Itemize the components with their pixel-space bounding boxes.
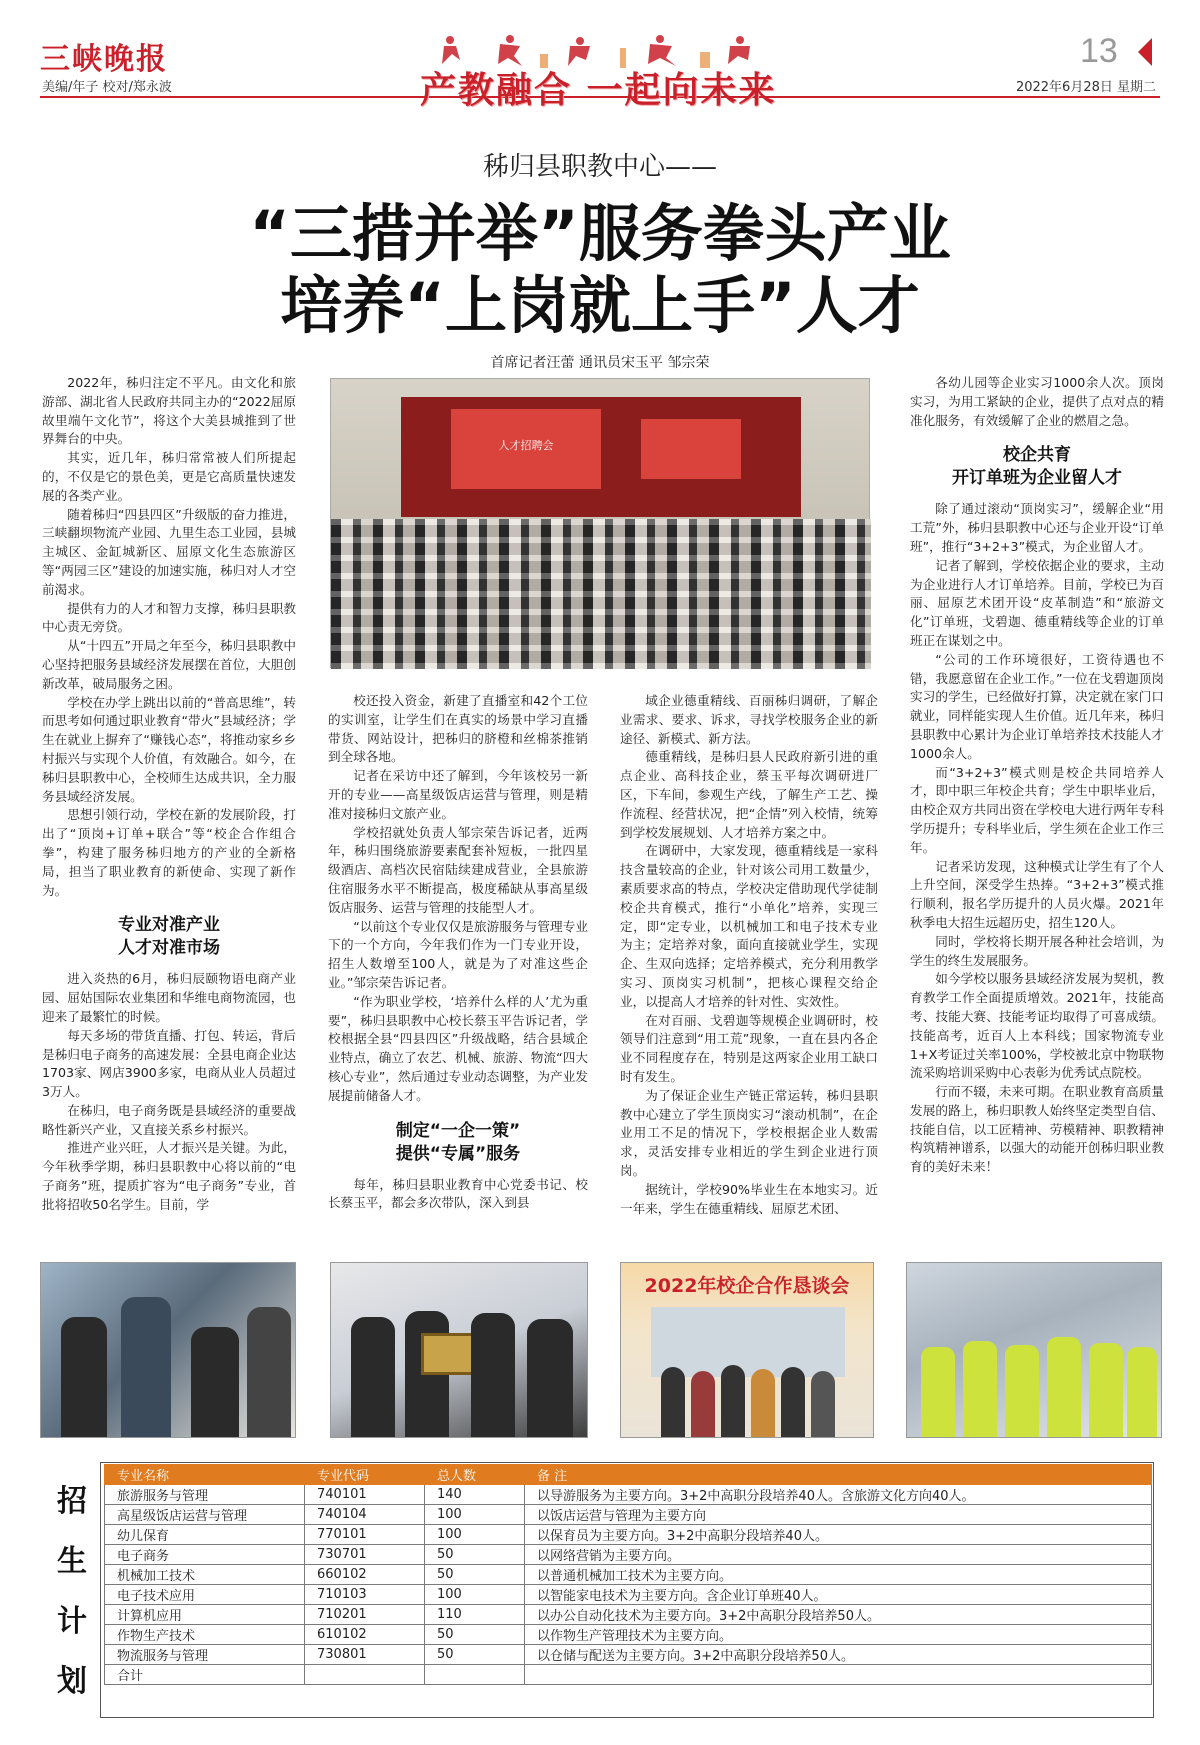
column-header: 备 注 xyxy=(525,1465,1152,1485)
plan-label-char: 计 xyxy=(57,1604,87,1639)
page-tab-icon xyxy=(1138,38,1152,66)
table-cell: 770101 xyxy=(305,1525,425,1545)
plan-table-body xyxy=(105,1485,1152,1685)
paragraph: 在对百丽、戈碧迦等规模企业调研时，校领导们注意到“用工荒”现象，一直在县内各企业不同程度存在，特别是这两家企业用工缺口时有发生。 xyxy=(620,1012,878,1084)
table-cell: 计算机应用 xyxy=(105,1605,305,1625)
table-cell: 作物生产技术 xyxy=(105,1625,305,1645)
table-cell: 以导游服务为主要方向。3+2中高职分段培养40人。含旅游文化方向40人。 xyxy=(525,1485,1152,1505)
table-cell: 合计 xyxy=(105,1665,305,1685)
table-row xyxy=(105,1505,1152,1525)
column-2-body xyxy=(328,692,588,1106)
paragraph: 校还投入资金，新建了直播室和42个工位的实训室，让学生们在真实的场景中学习直播带货、网站设计，把秭归的脐橙和丝棉茶推销到全球各地。 xyxy=(328,693,588,765)
paragraph: 进入炎热的6月，秭归辰颐物语电商产业园、屈姑国际农业集团和华维电商物流园，也迎来了最繁忙的时候。 xyxy=(42,971,296,1024)
paragraph: 在秭归，电子商务既是县域经济的重要战略性新兴产业，又直接关系乡村振兴。 xyxy=(42,1102,296,1137)
article-kicker: 秭归县职教中心—— xyxy=(482,152,717,182)
table-cell: 以保育员为主要方向。3+2中高职分段培养40人。 xyxy=(525,1525,1152,1545)
table-cell: 50 xyxy=(425,1545,525,1565)
meeting-banner-text: 2022年校企合作恳谈会 xyxy=(644,1275,850,1297)
byline: 首席记者汪蕾 通讯员宋玉平 邹宗荣 xyxy=(490,355,710,371)
issue-date: 2022年6月28日 星期二 xyxy=(1015,80,1156,95)
enrollment-plan-label xyxy=(40,1464,104,1720)
table-cell: 740104 xyxy=(305,1505,425,1525)
table-cell: 730701 xyxy=(305,1545,425,1565)
column-4-continued xyxy=(910,500,1164,1177)
paragraph: 推进产业兴旺，人才振兴是关键。为此，今年秋季学期，秭归县职教中心将以前的“电子商务”班，提质扩容为“电子商务”专业，首批将招收50名学生。目前，学 xyxy=(42,1140,296,1212)
article-column-4 xyxy=(910,374,1164,1202)
table-cell: 610102 xyxy=(305,1625,425,1645)
table-row xyxy=(105,1545,1152,1565)
column-4-body xyxy=(910,374,1164,430)
newspaper-logo: 三峡晚报 xyxy=(40,42,168,77)
paragraph: 各幼儿园等企业实习1000余人次。顶岗实习，为用工紧缺的企业，提供了点对点的精准化服务，有效缓解了企业的燃眉之急。 xyxy=(910,375,1164,428)
table-row xyxy=(105,1585,1152,1605)
column-3-body xyxy=(620,692,878,1218)
plaque-presentation-photo xyxy=(330,1262,588,1438)
paragraph: 学校在办学上跳出以前的“普高思维”，转而思考如何通过职业教育“带火”县域经济；学生在就业上摒弃了“赚钱心态”，将推动家乡乡村振兴与实现个人价值，有效融合。如今，在秭归县职教中心，全校师生达成共识，全力服务县域经济发展。 xyxy=(42,694,296,804)
table-cell: 幼儿保育 xyxy=(105,1525,305,1545)
paragraph: 据统计，学校90%毕业生在本地实习。近一年来，学生在德重精线、屈原艺术团、 xyxy=(620,1181,878,1216)
table-cell xyxy=(425,1665,525,1685)
table-row xyxy=(105,1565,1152,1585)
table-cell: 以饭店运营与管理为主要方向 xyxy=(525,1505,1152,1525)
paragraph: 其实，近几年，秭归常常被人们所提起的，不仅是它的景色美，更是它高质量快速发展的各类产业。 xyxy=(42,450,296,503)
table-row xyxy=(105,1605,1152,1625)
table-cell: 以仓储与配送为主要方向。3+2中高职分段培养50人。 xyxy=(525,1645,1152,1665)
table-cell: 电子技术应用 xyxy=(105,1585,305,1605)
subheading-industry: 专业对准产业 人才对准市场 xyxy=(118,915,220,959)
school-enterprise-meeting-photo xyxy=(620,1262,874,1438)
table-cell: 电子商务 xyxy=(105,1545,305,1565)
paragraph: 提供有力的人才和智力支撑，秭归县职教中心责无旁贷。 xyxy=(42,600,296,635)
paragraph: 而“3+2+3”模式则是校企共同培养人才，即中职三年校企共育；学生中职毕业后，由校企双方共同出资在学校电大进行两年专科学历提升；专科毕业后，学生须在企业工作三年。 xyxy=(910,764,1164,855)
paragraph: 2022年，秭归注定不平凡。由文化和旅游部、湖北省人民政府共同主办的“2022屈原故里端午文化节”，将这个大美县城推到了世界舞台的中央。 xyxy=(42,375,296,447)
column-1-continued xyxy=(42,970,296,1214)
headline-line-1: “三措并举”服务拳头产业 xyxy=(249,197,951,270)
paragraph: 随着秭归“四县四区”升级版的奋力推进，三峡翻坝物流产业园、九里生态工业园，县城主城区、金缸城新区、屈原文化生态旅游区等“两园三区”建设的加速实施，秭归对人才空前渴求。 xyxy=(42,506,296,597)
paragraph: “以前这个专业仅仅是旅游服务与管理专业下的一个方向，今年我们作为一门专业开设，招生人数增至100人，就是为了对准这些企业。”邹宗荣告诉记者。 xyxy=(328,918,588,990)
workers-safety-vest-photo xyxy=(906,1262,1162,1438)
paragraph: 记者了解到，学校依据企业的要求，主动为企业进行人才订单培养。目前，学校已为百丽、屈原艺术团开设“皮革制造”和“旅游文化”订单班，戈碧迦、德重精线等企业的订单班正在谋划之中。 xyxy=(910,557,1164,648)
table-row xyxy=(105,1625,1152,1645)
subheading-order-class: 校企共育 开订单班为企业留人才 xyxy=(952,445,1122,489)
article-column-3 xyxy=(620,692,878,1216)
table-cell xyxy=(525,1665,1152,1685)
table-cell: 以网络营销为主要方向。 xyxy=(525,1545,1152,1565)
paragraph: 德重精线，是秭归县人民政府新引进的重点企业、高科技企业，蔡玉平每次调研进厂区，下车间，参观生产线，了解生产工艺、操作流程、经营状况，把“企情”列入校情，统筹到学校发展规划、人才培养方案之中。 xyxy=(620,749,878,840)
table-cell: 旅游服务与管理 xyxy=(105,1485,305,1505)
plan-label-char: 招 xyxy=(57,1484,87,1519)
table-cell: 以办公自动化技术为主要方向。3+2中高职分段培养50人。 xyxy=(525,1605,1152,1625)
table-row xyxy=(105,1665,1152,1685)
column-1-body xyxy=(42,374,296,900)
headline-line-2: 培养“上岗就上手”人才 xyxy=(280,269,920,342)
article-column-1 xyxy=(42,374,296,1212)
table-row xyxy=(105,1485,1152,1505)
table-cell: 物流服务与管理 xyxy=(105,1645,305,1665)
paragraph: 除了通过滚动“顶岗实习”，缓解企业“用工荒”外，秭归县职教中心还与企业开设“订单班”，推行“3+2+3”模式，为企业留人才。 xyxy=(910,501,1164,554)
paragraph: 每年，秭归县职业教育中心党委书记、校长蔡玉平，都会多次带队，深入到县 xyxy=(328,1176,588,1211)
plan-label-char: 生 xyxy=(57,1544,87,1579)
subheading-policy: 制定“一企一策” 提供“专属”服务 xyxy=(395,1120,521,1164)
paragraph: 行而不辍，未来可期。在职业教育高质量发展的路上，秭归职教人始终坚定类型自信、技能自信，以工匠精神、劳模精神、职教精神构筑精神谱系，以强大的动能开创秭归职业教育的美好未来！ xyxy=(910,1084,1164,1175)
paragraph: 学校招就处负责人邹宗荣告诉记者，近两年，秭归围绕旅游要素配套补短板，一批四星级酒店、高档次民宿陆续建成营业，全县旅游住宿服务水平不断提高，极度稀缺从事高星级饭店服务、运营与管理的技能型人才。 xyxy=(328,824,588,915)
table-cell: 100 xyxy=(425,1525,525,1545)
column-2-continued xyxy=(328,1176,588,1214)
table-cell: 730801 xyxy=(305,1645,425,1665)
table-cell: 140 xyxy=(425,1485,525,1505)
page-number: 13 xyxy=(1080,32,1118,70)
table-cell: 以作物生产管理技术为主要方向。 xyxy=(525,1625,1152,1645)
job-fair-hall-photo xyxy=(330,378,870,668)
paragraph: 同时，学校将长期开展各种社会培训，为学生的终生发展服务。 xyxy=(910,933,1164,968)
table-header-row xyxy=(105,1465,1152,1485)
table-cell: 机械加工技术 xyxy=(105,1565,305,1585)
paragraph: 记者采访发现，这种模式让学生有了个人上升空间，深受学生热捧。“3+2+3”模式推行顺利，报名学历提升的人员火爆。2021年秋季电大招生远超历史，招生120人。 xyxy=(910,858,1164,930)
table-cell: 50 xyxy=(425,1625,525,1645)
table-cell: 以智能家电技术为主要方向。含企业订单班40人。 xyxy=(525,1585,1152,1605)
column-header: 专业名称 xyxy=(105,1465,305,1485)
table-cell: 50 xyxy=(425,1565,525,1585)
table-cell: 710201 xyxy=(305,1605,425,1625)
paragraph: 从“十四五”开局之年至今，秭归县职教中心坚持把服务县域经济发展摆在首位，大胆创新改革，破局服务之困。 xyxy=(42,638,296,691)
column-header: 总人数 xyxy=(425,1465,525,1485)
table-cell: 110 xyxy=(425,1605,525,1625)
paragraph: 域企业德重精线、百丽秭归调研，了解企业需求、要求、诉求，寻找学校服务企业的新途径、新模式、新方法。 xyxy=(620,693,878,746)
table-cell: 50 xyxy=(425,1645,525,1665)
table-cell: 高星级饭店运营与管理 xyxy=(105,1505,305,1525)
paragraph: 在调研中，大家发现，德重精线是一家科技含量较高的企业，针对该公司用工数量少，素质要求高的特点，学校决定借助现代学徒制校企共育模式，推行“小单化”培养，实现三定，即“定专业，以机械加工和电子技术专业为主；定培养对象，面向直接就业学生，实现企、生双向选择；定培养模式，充分利用教学实习、顶岗实习机制”，把核心课程交给企业，以提高人才培养的针对性、实效性。 xyxy=(620,843,878,1009)
section-banner: 产教融合 一起向未来 xyxy=(420,69,777,111)
paragraph: “作为职业学校，‘培养什么样的人’尤为重要”，秭归县职教中心校长蔡玉平告诉记者，学校根据全县“四县四区”升级战略，结合县域企业特点，确立了农艺、机械、旅游、物流“四大核心专业”，然后通过专业动态调整，为产业发展提前储备人才。 xyxy=(328,993,588,1103)
students-workshop-photo xyxy=(40,1262,296,1438)
table-row xyxy=(105,1645,1152,1665)
photo-screen-text: 人才招聘会 xyxy=(498,439,554,452)
table-cell: 100 xyxy=(425,1505,525,1525)
plan-label-char: 划 xyxy=(57,1664,87,1699)
paragraph: 记者在采访中还了解到，今年该校另一新开的专业——高星级饭店运营与管理，则是精准对接秭归文旅产业。 xyxy=(328,768,588,821)
table-row xyxy=(105,1525,1152,1545)
paragraph: 为了保证企业生产链正常运转，秭归县职教中心建立了学生顶岗实习“滚动机制”，在企业用工不足的情况下，学校根据企业人数需求，灵活安排专业相近的学生到企业进行顶岗。 xyxy=(620,1087,878,1178)
table-cell: 以普通机械加工技术为主要方向。 xyxy=(525,1565,1152,1585)
table-cell: 660102 xyxy=(305,1565,425,1585)
table-cell xyxy=(305,1665,425,1685)
paragraph: 如今学校以服务县域经济发展为契机，教育教学工作全面提质增效。2021年，技能高考、技能大赛、技能考证均取得了可喜成绩。技能高考，近百人上本科线；国家物流专业1+X考证过关率100%，学校被北京中物联物流采购培训采购中心表彰为优秀试点院校。 xyxy=(910,971,1164,1081)
paragraph: 每天多场的带货直播、打包、转运，背后是秭归电子商务的高速发展：全县电商企业达1703家、网店3900多家，电商从业人员超过3万人。 xyxy=(42,1027,296,1100)
table-cell: 740101 xyxy=(305,1485,425,1505)
table-cell: 710103 xyxy=(305,1585,425,1605)
article-column-2 xyxy=(328,692,588,1211)
paragraph: “公司的工作环境很好，工资待遇也不错，我愿意留在企业工作。”一位在戈碧迦顶岗实习的学生，已经做好打算，决定就在家门口就业，同样能实现人生价值。近几年来，秭归县职教中心累计为企业订单培养技术技能人才1000余人。 xyxy=(910,651,1164,761)
paragraph: 思想引领行动，学校在新的发展阶段，打出了“顶岗+订单+联合”等“校企合作组合拳”，构建了服务秭归地方的产业的全新格局，担当了职业教育的新使命、实现了新作为。 xyxy=(42,807,296,898)
enrollment-plan-table xyxy=(104,1464,1152,1685)
column-header: 专业代码 xyxy=(305,1465,425,1485)
editors-credit: 美编/年子 校对/郑永波 xyxy=(42,80,172,95)
table-cell: 100 xyxy=(425,1585,525,1605)
